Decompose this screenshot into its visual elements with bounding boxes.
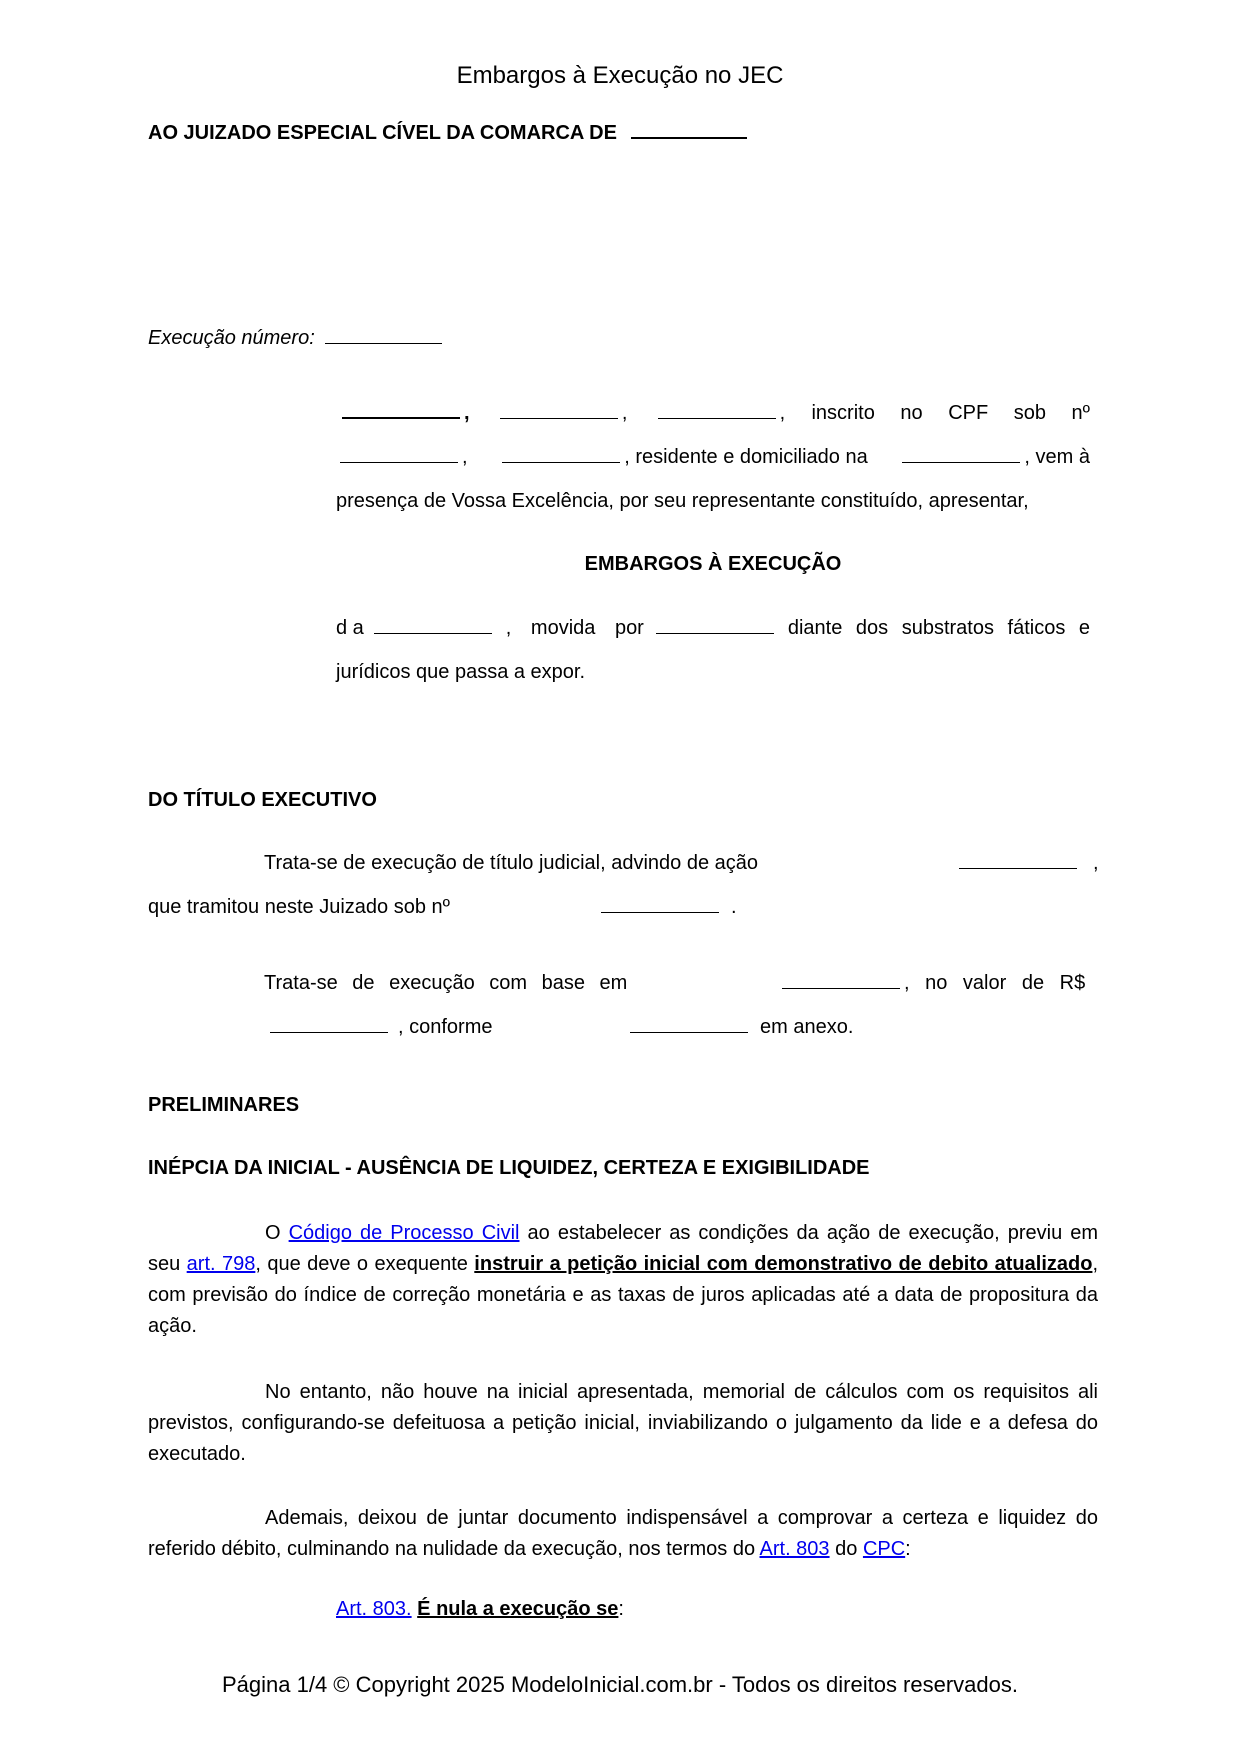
quote-art-803: Art. 803. É nula a execução se: xyxy=(336,1598,624,1620)
section-preliminares: PRELIMINARES xyxy=(148,1094,300,1116)
documento-blank[interactable] xyxy=(630,1018,748,1033)
paragraph-2: No entanto, não houve na inicial apresentada, memorial de cálculos com os requisitos ali previstos, configurando-se defeituosa a petição inicial, inviabilizando o julgamento da lide e a defesa do executado. xyxy=(148,1381,1098,1465)
acao-blank[interactable] xyxy=(959,854,1077,869)
cpf-blank[interactable] xyxy=(340,448,458,463)
titulo-base-blank[interactable] xyxy=(782,974,900,989)
titulo-p2-line2-end: em anexo. xyxy=(626,1016,853,1039)
paragraph-3: Ademais, deixou de juntar documento indispensável a comprovar a certeza e liquidez do referido débito, culminando na nulidade da execução, nos termos do Art. 803 do CPC: xyxy=(148,1507,1098,1560)
exequente-blank[interactable] xyxy=(656,619,774,634)
titulo-p1-line2: que tramitou neste Juizado sob nº xyxy=(148,896,450,918)
marital-status-blank[interactable] xyxy=(658,404,776,419)
execution-type-blank[interactable] xyxy=(374,619,492,634)
titulo-p2-line1: Trata-se de execução com base em xyxy=(264,972,628,994)
execution-number-label: Execução número: xyxy=(148,327,315,349)
comarca-blank[interactable] xyxy=(631,123,747,139)
court-address xyxy=(148,122,751,145)
party-line-1: , , , inscrito no CPF sob nº xyxy=(338,402,1090,425)
against-line-1: d a , movida por diante dos substratos fáticos e xyxy=(336,617,1090,639)
titulo-p1-line1-end: , xyxy=(955,852,1099,875)
heading-embargos: EMBARGOS À EXECUÇÃO xyxy=(584,553,842,575)
nationality-blank[interactable] xyxy=(500,404,618,419)
document-title: Embargos à Execução no JEC xyxy=(456,62,784,89)
execution-number-blank[interactable] xyxy=(325,329,442,344)
party-line-3: presença de Vossa Excelência, por seu representante constituído, apresentar, xyxy=(336,490,1029,512)
titulo-p1-line2-end: . xyxy=(597,896,737,919)
paragraph-1: O Código de Processo Civil ao estabelecer as condições da ação de execução, previu em seu art. 798, que deve o exequente instruir a petição inicial com demonstrativo de debito atualizado, com previsão do índice de correção monetária e as taxas de juros aplicadas até a data de propositura da ação. xyxy=(148,1222,1099,1337)
emphasis-instruir: instruir a petição inicial com demonstrativo de debito atualizado xyxy=(474,1253,1093,1275)
titulo-p2-line2: , conforme xyxy=(266,1016,492,1039)
party-line-2: , , residente e domiciliado na , vem à xyxy=(336,446,1090,469)
section-titulo-executivo: DO TÍTULO EXECUTIVO xyxy=(148,789,377,811)
address-blank[interactable] xyxy=(902,448,1020,463)
cpf-text: inscrito no CPF sob nº xyxy=(811,402,1090,424)
against-line-2: jurídicos que passa a expor. xyxy=(336,661,586,683)
page-footer: Página 1/4 © Copyright 2025 ModeloInicial.com.br - Todos os direitos reservados. xyxy=(222,1672,1018,1697)
valor-blank[interactable] xyxy=(270,1018,388,1033)
link-art-803[interactable]: Art. 803 xyxy=(759,1538,830,1560)
link-codigo-processo-civil[interactable]: Código de Processo Civil xyxy=(288,1222,520,1244)
processo-number-blank[interactable] xyxy=(601,898,719,913)
section-inepcia: INÉPCIA DA INICIAL - AUSÊNCIA DE LIQUIDEZ, CERTEZA E EXIGIBILIDADE xyxy=(148,1157,870,1179)
titulo-p1-line1: Trata-se de execução de título judicial, advindo de ação xyxy=(264,852,759,874)
titulo-p2-line1-end: , no valor de R$ xyxy=(778,972,1085,995)
execution-number xyxy=(148,327,446,350)
link-cpc[interactable]: CPC xyxy=(862,1538,906,1560)
link-art-798[interactable]: art. 798 xyxy=(186,1253,256,1275)
court-address-text: AO JUIZADO ESPECIAL CÍVEL DA COMARCA DE xyxy=(148,122,617,144)
party-name-blank[interactable] xyxy=(342,403,460,419)
profession-blank[interactable] xyxy=(502,448,620,463)
link-quote-art-803[interactable]: Art. 803. xyxy=(336,1598,412,1620)
